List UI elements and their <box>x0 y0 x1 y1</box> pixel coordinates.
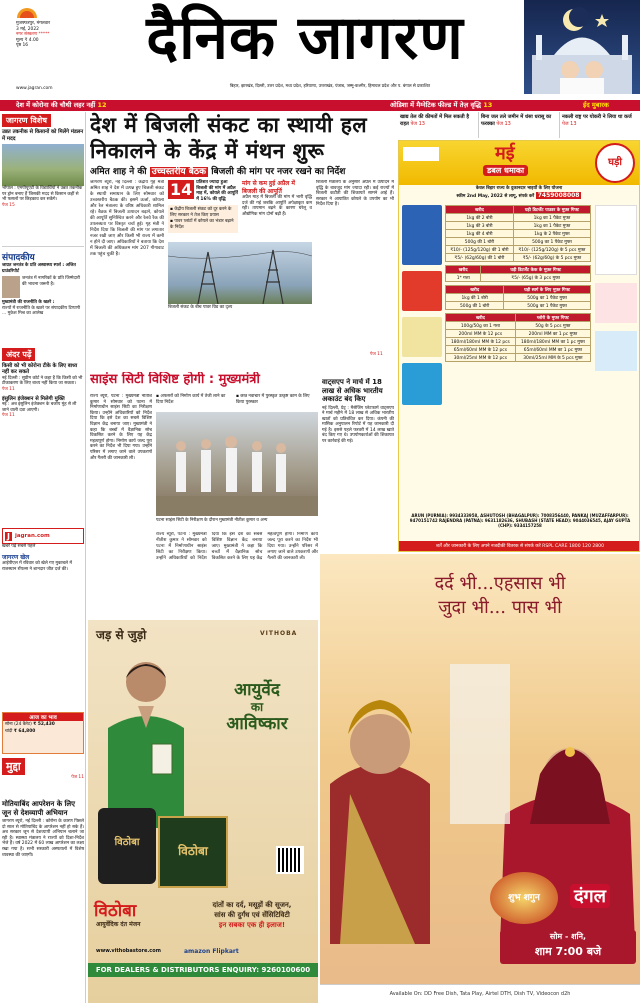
vithoba-advertisement <box>88 620 318 1003</box>
sampadkiya-headline2[interactable]: मुख्यमंत्री की राजनीति के खतरे : <box>2 300 55 306</box>
epaper-site[interactable]: jagran.com <box>14 533 50 539</box>
ghadi-right-products <box>595 205 637 455</box>
ad-scheme-line: स्कीम 2nd May, 2022 से लागू, संपर्क करें 7459008008 <box>456 191 580 199</box>
lead-bullet-1: ▪ केंद्रीय बिजली संकट को दूर करने के लिए सरकार ने तेज किए प्रयास <box>170 207 232 219</box>
vithoba-jar: विठोबा <box>98 808 156 884</box>
science-bullet-2: ▪ छात्र नवाचार में पुरस्कृत उत्कृष्ट काम के लिए किया पुरस्कार <box>236 394 310 405</box>
ad-ghadi-footer: शर्तें और जानकारी के लिए अपने नजदीकी वितरक से संपर्क करें RSPL CARE 1800 120 2800 <box>399 541 640 552</box>
sampadkiya-headline[interactable]: जाग्रत जनतंत्र के प्रति अस्वास्थ्य स्पर्श : अजित ग्राउंडरिपोर्ट <box>2 263 76 274</box>
rspl-logo <box>403 147 439 161</box>
andar-headline-1[interactable]: किसी को भी कोरोना टीके के लिए बाध्य नहीं कर सकते <box>2 363 78 376</box>
masthead-edition: नगर संस्करण ***** <box>16 32 50 38</box>
dangal-timing-1: सोम - शनि, <box>549 932 587 941</box>
vithoba-pitch-2: सांस की दुर्गंध एवं सेंसिटिविटी <box>214 911 290 919</box>
jagran-vishesh-page[interactable]: पेज 15 <box>2 202 15 208</box>
lead-side-body: अप्रैल माह में बिजली की मांग में भारी वृद्धि दर्ज की गई जबकि आपूर्ति अपेक्षाकृत कम रही। तापमान बढ़ने के कारण घरेलू व औद्योगिक मांग दोनों बढ़ी हैं। <box>242 195 312 217</box>
lead-bullet-2: ▪ पावर प्लांटों में कोयले का भंडार बढ़ाने के निर्देश <box>170 218 234 230</box>
science-city-headline[interactable]: साइंस सिटी विशिष्ट होगी : मुख्यमंत्री <box>90 372 260 387</box>
eid-greeting-graphic <box>524 0 640 94</box>
masthead-city: मुजफ्फरपुर, मंगलवार <box>16 21 51 26</box>
bottom-headline[interactable]: मोतियाबिंद आपरेशन के लिए जून से देशव्यापी अभियान <box>2 800 75 817</box>
andar-page-1[interactable]: पेज 11 <box>2 387 15 392</box>
andar-body-2: नई : अब इंसुलिन इंजेक्शन के बजाय मुंह से ली जाने वाली दवा आएगी। <box>2 402 77 413</box>
gold-value: ₹ 52,430 <box>33 722 55 727</box>
lead-right-body: बिजली मंत्रालय के अनुसार अप्रैल में उत्पादन में वृद्धि के बावजूद मांग ज्यादा रही। कई राज्यों में बिजली कटौती की शिकायतें सामने आई हैं। सरकार ने आयातित कोयले के उपयोग का भी निर्देश दिया है। <box>316 180 394 208</box>
shubh-shagun-logo: शुभ शगुन <box>490 872 558 924</box>
glory-table: खरीद ग्लोरी के मुफ्त गिफ्ट 100g/50g का 1 गत्ता 50g के 5 pcs मुफ्त 200ml MM के 12 pcs 200ml MM का 1 pc मुफ्त 180ml/180ml MM के 12 pcs 180ml/180ml MM का 1 pc मुफ्त 65ml/60ml MM के 12 pcs 65ml/60ml MM का 1 pc मुफ्त 30ml/25ml MM के 12 pcs 30ml/25ml MM के 5 pcs मुफ्त <box>445 313 591 362</box>
vithoba-brand-sub: आयुर्वेदिक दंत मंजन <box>96 921 141 928</box>
teaser-3[interactable]: नकली राष्ट्र पर योकरी ने लिया था कर्ज पेज 13 <box>562 114 632 127</box>
dangal-timing-2: शाम 7:00 बजे <box>534 945 602 958</box>
dangal-footer: Available On: DD Free Dish, Tata Play, Airtel DTH, Dish TV, Videocon d2h <box>320 984 640 1003</box>
vithoba-tagline-3: आविष्कार <box>226 714 288 734</box>
bottom-body: जागरण ब्यूरो, नई दिल्ली : कोरोना के कारण पिछले दो साल से मोतियाबिंद के आपरेशन नहीं हो सके हैं। अब सरकार जून से देशव्यापी अभियान चलाने जा रही है। स्वास्थ्य मंत्रालय ने राज्यों को दिशा-निर्देश भेजे हैं। वर्ष 2022 में 60 लाख आपरेशन का लक्ष्य रखा गया है। सभी सरकारी अस्पतालों में विशेष व्यवस्था की जाएगी। <box>2 819 84 858</box>
masthead-price: मूल्य ₹ 4.00 <box>16 37 39 43</box>
sampadkiya-body2: राज्यों में राजनीति के खतरे पर संपादकीय टिप्पणी ... मुकेश मिश्र का आलेख <box>2 305 80 317</box>
jagran-vishesh-label: जागरण विशेष <box>2 114 51 127</box>
ad-phone[interactable]: 7459008008 <box>537 191 580 199</box>
science-city-story <box>90 372 318 618</box>
vithoba-brand-top: VITHOBA <box>260 630 298 637</box>
lead-body: जागरण ब्यूरो, नई दिल्ली : केंद्रीय गृह मंत्री अमित शाह ने देश में उत्पन्न हुए बिजली संकट के स्थायी समाधान के लिए सोमवार को उच्चस्तरीय बैठक की। इसमें ऊर्जा, कोयला और रेल मंत्रालय के वरिष्ठ अधिकारी शामिल रहे। बैठक में बिजली उत्पादन बढ़ाने, कोयले की आपूर्ति सुनिश्चित करने और रेलवे रैक की उपलब्धता पर विस्तृत चर्चा हुई। गृह मंत्री ने निर्देश दिया कि बिजली की मांग पर लगातार नजर रखी जाए और किसी भी राज्य में कमी न होने दी जाए। अधिकारियों ने बताया कि देश में बिजली की अधिकतम मांग 207 गीगावाट तक पहुंच चुकी है। <box>90 180 164 257</box>
lead-side-headline[interactable]: मांग से कम हुई अप्रैल में बिजली की आपूर्ति <box>242 180 296 195</box>
top-teasers <box>398 112 640 138</box>
whatsapp-body: नई दिल्ली, प्रेट्र : मैसेजिंग प्लेटफार्म वाट्सएप ने मार्च महीने में 18 लाख से अधिक भारतीय खातों को प्रतिबंधित कर दिया। कंपनी की मासिक अनुपालन रिपोर्ट में यह जानकारी दी गई है। इससे पहले फरवरी में 14 लाख खाते बंद किए गए थे। उपयोगकर्ताओं की शिकायत पर कार्रवाई की गई। <box>322 405 394 445</box>
andar-page-2[interactable]: पेज 11 <box>2 413 15 419</box>
lead-page[interactable]: पेज 11 <box>370 352 383 357</box>
science-city-photo <box>156 412 318 516</box>
ghadi-advertisement <box>398 140 640 552</box>
detergent-powder-table: खरीद घड़ी डिटर्जेंट पाउडर के मुफ़्त गिफ्ट 1kg की 2 बोरी 1kg का 1 पैकेट मुफ्त 1kg की 3 बोरी 1kg का 1 पैकेट मुफ्त 1kg की 4 बोरी 1kg के 2 पैकेट मुफ्त 500g की 1 बोरी 500g का 1 पैकेट मुफ्त ₹10/- (125g/120g) की 1 बोरी ₹10/- (125g/120g) के 5 pcs मुफ्त ₹5/- (62g/60g) की 1 बोरी ₹5/- (62g/60g) के 5 pcs मुफ्त <box>445 205 591 262</box>
jagran-vishesh-headline[interactable]: उन्नत तकनीक से किसानों को मिलेंगे मंडलन में मदद <box>2 129 84 142</box>
ticker-left[interactable]: देश में कोरोना की चौथी लहर नहीं 12 <box>16 101 107 109</box>
ghadi-product-images <box>402 205 442 455</box>
vithoba-web[interactable]: www.vithobastore.com <box>96 948 161 954</box>
power-grid-photo <box>168 242 312 304</box>
brand-ambassador-photo <box>94 648 194 828</box>
ad-mai: मई <box>495 143 515 164</box>
lead-subheadline: अमित शाह ने की उच्चस्तरीय बैठक बिजली की मांग पर नजर रखने का निर्देश <box>90 167 346 177</box>
jagran-vishesh-body: भोपाल : एमपीयूएटी के विद्यार्थियों ने उन्नत तकनीक पर ड्रोन बनाए हैं जिसकी मदद से किसान कहीं से भी फसलों पर छिड़काव कर सकेंगे। <box>2 186 83 203</box>
vithoba-tagline-1: आयुर्वेद <box>234 680 280 700</box>
swarg-table: खरीद घड़ी स्वर्ग के लिए मुफ़्त गिफ्ट 1kg की 1 बोरी 500g का 1 पैकेट मुफ्त 500g की 1 बोरी 500g का 1 पैकेट मुफ्त <box>445 285 591 310</box>
silver-label: चांदी <box>5 728 13 734</box>
dangal-channel-logo: दंगल <box>570 884 610 908</box>
gold-label: सोना (24 कैरेट) <box>5 722 32 727</box>
eid-label: ईद मुबारक <box>583 101 609 109</box>
qr-code[interactable] <box>276 846 304 874</box>
lead-headline[interactable]: देश में बिजली संकट का स्थायी हल निकालने के केंद्र में मंथन शुरू <box>90 113 368 163</box>
whatsapp-headline[interactable]: वाट्सएप ने मार्च में 18 लाख से अधिक भारतीय अकाउंट बंद किए <box>322 378 383 403</box>
ticker-right[interactable]: ओडिशा में मैग्नेटिक फील्ड में तेज़ वृद्धि 13 <box>390 101 493 109</box>
vithoba-footer: FOR DEALERS & DISTRIBUTORS ENQUIRY: 9260100600 <box>88 963 318 977</box>
ad-contacts: ARUN (PURNIA): 9934333958, ASHUTOSH (BHAGALPUR): 7008356440, PANKAJ (MUZAFFARPUR): 9470151742 RAJENDRA (PATNA): 9631182636, SHUBASH (STATE HEAD): 9044036545, AJAY GUPTA (CHP): 9334157258 <box>409 513 631 528</box>
lead-story <box>90 112 394 367</box>
sampadkiya-body: जनतंत्र में नागरिकों के प्रति जिम्मेदारी की भावना जरूरी है। <box>22 276 80 287</box>
sampadkiya-label: संपादकीय <box>2 253 35 263</box>
mudda-label: मुद्दा <box>2 758 25 775</box>
masthead <box>0 0 640 100</box>
masthead-title: दैनिक जागरण <box>146 3 464 73</box>
epaper-tagline: खबरें पढ़ें सबसे पहले <box>2 544 36 549</box>
sun-logo-icon <box>16 5 38 19</box>
drone-photo <box>2 144 84 186</box>
left-sidebar <box>0 112 86 1003</box>
andar-body-1: नई दिल्ली : सुप्रीम कोर्ट ने कहा है कि किसी को भी टीकाकरण के लिए बाध्य नहीं किया जा सकता। <box>2 375 83 387</box>
dangal-line-1: दर्द भी...एहसास भी <box>434 573 566 594</box>
whatsapp-story <box>322 378 394 538</box>
vithoba-jad-slogan: जड़ से जुड़ो <box>96 628 147 642</box>
detergent-cake-table: खरीद घड़ी डिटर्जेंट केक के मुफ़्त गिफ्ट 1* गत्ता ₹5/- (65g) के 3 pcs मुफ्त <box>445 265 591 282</box>
vithoba-tagline-2: का <box>250 700 264 714</box>
vithoba-available: amazon Flipkart <box>184 948 239 955</box>
vithoba-box: विठोबा <box>158 816 228 888</box>
ticker-bar <box>0 100 640 111</box>
market-title: आज का भाव <box>3 713 83 721</box>
epaper-logo-icon: J <box>7 531 10 541</box>
masthead-date: 3 मई, 2022 <box>16 26 39 32</box>
masthead-states: बिहार, झारखंड, दिल्ली, उत्तर प्रदेश, मध्य प्रदेश, हरियाणा, उत्तराखंड, पंजाब, जम्मू-कश्मीर, हिमाचल प्रदेश और प. बंगाल से प्रकाशित <box>229 83 431 88</box>
masthead-website[interactable]: www.jagran.com <box>16 86 53 91</box>
masthead-pages: पृष्ठ 16 <box>16 43 29 49</box>
vithoba-brand-big: विठोबा <box>94 901 137 921</box>
ad-double-dhamaka: डबल धमाका <box>483 165 528 176</box>
andar-label: अंदर पढ़ें <box>2 348 35 361</box>
market-box <box>2 712 84 754</box>
author-photo <box>2 276 20 298</box>
ad-lead-text: केवल बिहार राज्य के दुकानदार भाइयों के लिए योजना <box>475 186 563 191</box>
jagran-khel-label: जागरण खेल <box>2 554 30 561</box>
jagran-khel-body: आईपीएल में रविवार को खेले गए मुकाबले में राजस्थान रॉयल्स ने शानदार जीत दर्ज की। <box>2 561 73 572</box>
lead-stat-text: प्रतिशत ज्यादा हुआ बिजली की मांग में अप्रैल माह में, कोयले की आपूर्ति में 16% की वृद्धि <box>196 180 238 202</box>
mudda-page[interactable]: पेज 11 <box>71 775 84 780</box>
science-city-body-cont: राज्य ब्यूरो, पटना : मुख्यमंत्री नीतीश कुमार ने सोमवार को पटना में निर्माणाधीन साइंस सिटी का निरीक्षण किया। उन्होंने अधिकारियों को निर्देश दिया कि इसे देश का सबसे विशिष्ट विज्ञान केंद्र बनाया जाए। मुख्यमंत्री ने कहा कि बच्चों में वैज्ञानिक सोच विकसित करने के लिए यह केंद्र महत्वपूर्ण होगा। निर्माण कार्य जल्द पूरा करने का निर्देश भी दिया गया। उन्होंने परिसर में लगाए जाने वाले उपकरणों और गैलरी की जानकारी ली। <box>156 532 318 561</box>
teaser-2[interactable]: बिना जल तले जमीन में धंसा धरासू का फरक्का पेज 13 <box>479 112 560 138</box>
dangal-tv-advertisement <box>320 554 640 1003</box>
science-city-caption: पटना साइंस सिटी के निरीक्षण के दौरान मुख्यमंत्री नीतीश कुमार व अन्य <box>156 518 268 523</box>
vithoba-pitch-3: इन सबका एक ही इलाज! <box>218 921 286 929</box>
teaser-1[interactable]: खाद्य तेल की कीमतों में मिल सकती है राहत पेज 13 <box>398 112 479 138</box>
science-city-body: राज्य ब्यूरो, पटना : मुख्यमंत्री नीतीश कुमार ने सोमवार को पटना में निर्माणाधीन साइंस सिटी का निरीक्षण किया। उन्होंने अधिकारियों को निर्देश दिया कि इसे देश का सबसे विशिष्ट विज्ञान केंद्र बनाया जाए। मुख्यमंत्री ने कहा कि बच्चों में वैज्ञानिक सोच विकसित करने के लिए यह केंद्र महत्वपूर्ण होगा। निर्माण कार्य जल्द पूरा करने का निर्देश भी दिया गया। उन्होंने परिसर में लगाए जाने वाले उपकरणों और गैलरी की जानकारी ली। <box>90 394 152 461</box>
ghadi-brand-logo: घड़ी <box>595 143 635 183</box>
silver-value: ₹ 64,800 <box>13 728 36 734</box>
vithoba-pitch-1: दांतों का दर्द, मसूड़ों की सूजन, <box>212 901 292 909</box>
lead-stat-number: 14 <box>170 180 193 199</box>
science-bullet-1: ▪ अफसरों को निर्माण कार्य में तेजी लाने का दिया निर्देश <box>156 394 226 405</box>
dangal-line-2: जुदा भी... पास भी <box>438 597 562 618</box>
andar-headline-2[interactable]: इंसुलिन इंजेक्शन से मिलेगी मुक्ति <box>2 395 65 402</box>
lead-photo-caption: बिजली संकट के बीच पावर ग्रिड का दृश्य <box>168 305 233 310</box>
